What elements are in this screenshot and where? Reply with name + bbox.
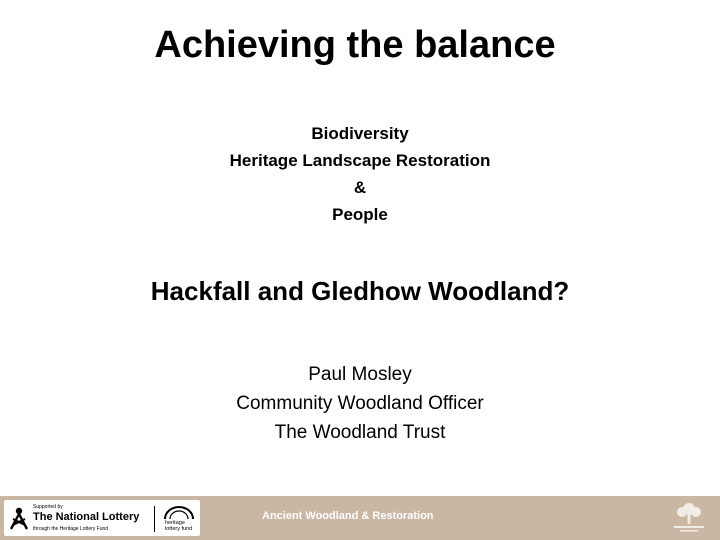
hlf-arc-icon <box>162 504 196 520</box>
theme-people: People <box>332 205 388 224</box>
speaker-organisation: The Woodland Trust <box>274 422 446 443</box>
hlf-logo-text <box>165 520 192 532</box>
theme-biodiversity: Biodiversity <box>311 124 409 143</box>
theme-ampersand: & <box>353 178 367 197</box>
national-lottery-name: The National Lottery <box>33 511 140 523</box>
hlf-line-1: heritage <box>165 520 185 526</box>
supported-by-text: Supported by <box>33 504 63 510</box>
slide-question: Hackfall and Gledhow Woodland? <box>150 276 570 306</box>
crossed-fingers-icon <box>8 505 30 531</box>
hlf-line-2: lottery fund <box>165 526 193 532</box>
themes-list <box>0 120 720 228</box>
theme-heritage-landscape: Heritage Landscape Restoration <box>229 151 491 170</box>
woodland-trust-tree-icon <box>668 500 710 536</box>
speaker-block <box>0 360 720 447</box>
footer-label: Ancient Woodland & Restoration <box>262 510 434 522</box>
logo-divider <box>154 506 155 532</box>
footer-bar <box>0 496 720 540</box>
speaker-name: Paul Mosley <box>308 364 412 385</box>
speaker-role: Community Woodland Officer <box>236 393 484 414</box>
slide-title: Achieving the balance <box>154 24 556 66</box>
lottery-logo-box <box>4 500 200 536</box>
national-lottery-subline: through the Heritage Lottery Fund <box>33 526 109 532</box>
